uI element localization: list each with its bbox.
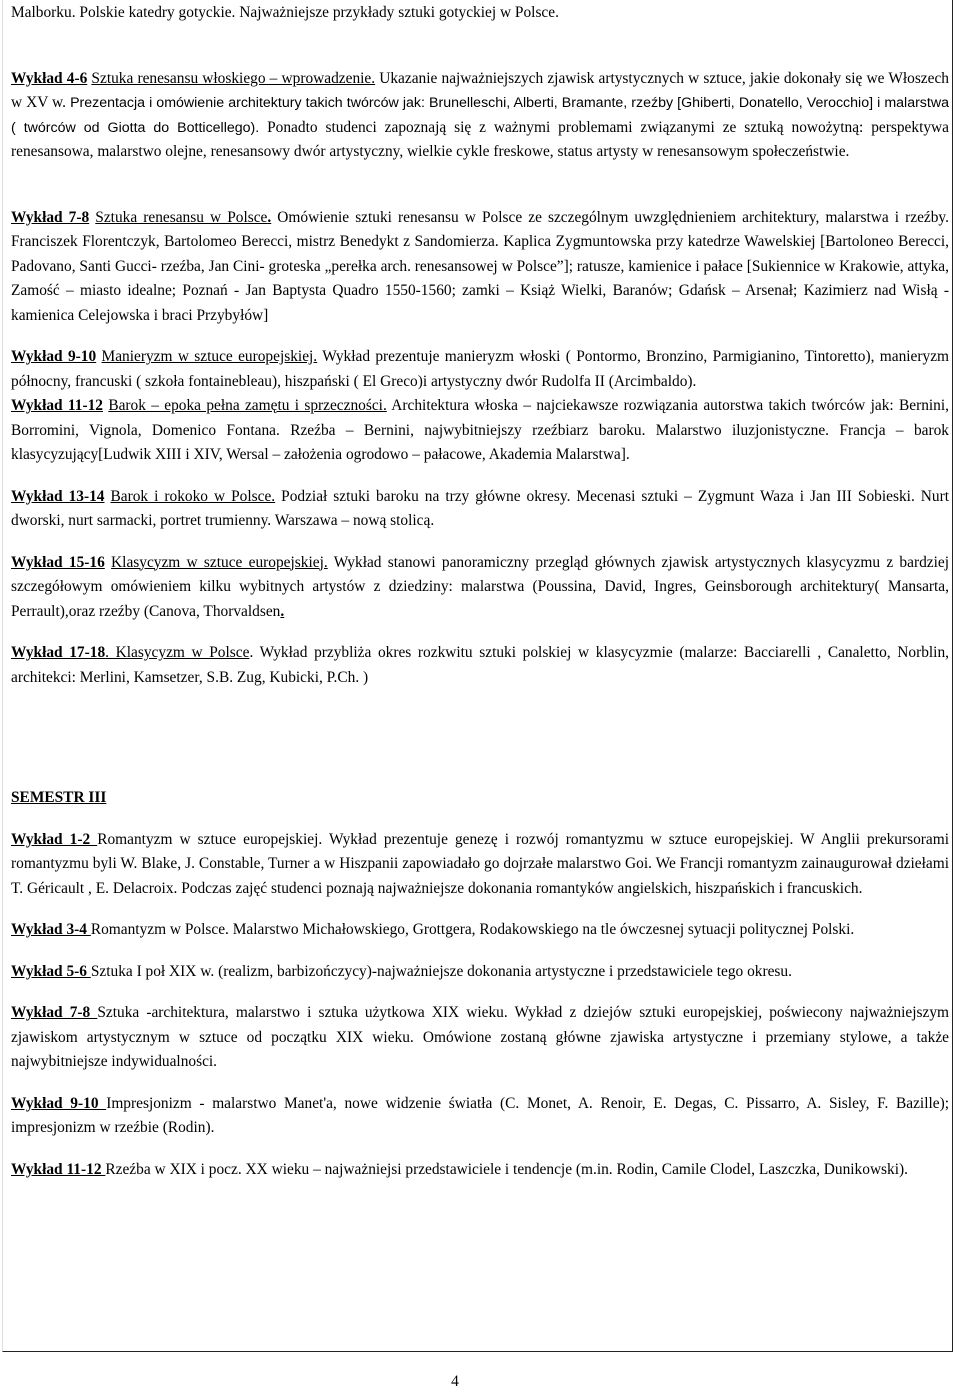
- spacer: [11, 943, 949, 960]
- lecture-title: . Klasycyzm w Polsce: [105, 644, 250, 661]
- lecture-15-16: [11, 551, 949, 625]
- lecture-text: Impresjonizm - malarstwo Manet'a, nowe widzenie światła (C. Monet, A. Renoir, E. Degas, C. Pissarro, A. Sisley, F. Bazille); impresjonizm w rzeźbie (Rodin).: [11, 1094, 949, 1136]
- lecture-text: Omówienie sztuki renesansu w Polsce ze szczególnym uwzględnieniem architektury, malarstwa i rzeźby. Franciszek Florentczyk, Bartolomeo Berecci, mistrz Benedykt z Sandomierza. Kaplica Zygmuntowska przy katedrze Wawelskiej [Bartoloneo Berecci, Padovano, Santi Gucci- rzeźba, Jan Cini- groteska „perełka arch. renesansowej w Polsce”]; ratusze, kamienice i pałace [Sukiennice w Krakowie, attyka, Zamość – miasto idealne; Poznań - Jan Baptysta Quadro 1550-1560; zamki – Książ Wielki, Baranów; Gdańsk – Arsenał; Kazimierz nad Wisłą - kamienica Celejowska i braci Przybyłów]: [11, 208, 949, 324]
- s3-lecture-5-6: [11, 960, 949, 985]
- lecture-title: Manieryzm w sztuce europejskiej.: [101, 348, 318, 365]
- lecture-label: Wykład 4-6: [11, 69, 88, 87]
- lecture-label: Wykład 9-10: [11, 1094, 107, 1112]
- lecture-label: Wykład 11-12: [11, 397, 103, 414]
- lecture-label: Wykład 13-14: [11, 487, 105, 505]
- spacer: [11, 165, 949, 189]
- lecture-label: Wykład 17-18: [11, 644, 106, 661]
- lecture-label: Wykład 5-6: [11, 962, 91, 980]
- s3-lecture-7-8: [11, 1001, 949, 1075]
- lecture-17-18: [11, 641, 949, 690]
- spacer: [11, 468, 949, 485]
- lecture-11-12: [11, 394, 949, 468]
- lecture-title: Sztuka renesansu w Polsce: [95, 208, 268, 226]
- lecture-label: Wykład 15-16: [11, 553, 105, 571]
- spacer: [11, 984, 949, 1001]
- semester-title: SEMESTR III: [11, 789, 107, 806]
- spacer: [11, 690, 949, 786]
- lecture-text: Ponadto studenci zapoznają się z ważnymi problemami związanymi ze sztuką nowożytną: perspektywa renesansowa, malarstwo olejne, renesansowy dwór artystyczny, wielkie cykle freskowe, status artysty w renesansowym społeczeństwie.: [11, 118, 949, 160]
- s3-lecture-9-10: [11, 1092, 949, 1141]
- lecture-text: Rzeźba w XIX i pocz. XX wieku – najważniejsi przedstawiciele i tendencje (m.in. Rodin, Camile Clodel, Laszczka, Dunikowski).: [105, 1160, 908, 1178]
- lecture-text: Architektura włoska – najciekawsze rozwiązania autorstwa takich twórców jak: Bernini, Borromini, Vignola, Domenico Fontana. Rzeźba – Bernini, najwybitniejszy rzeźbiarz baroku. Malarstwo iluzjonistyczne. Francja – barok klasycyzujący[Ludwik XIII i XIV, Wersal – założenia ogrodowo – pałacowe, Akademia Malarstwa].: [11, 397, 949, 463]
- spacer: [11, 534, 949, 551]
- lecture-title: Barok i rokoko w Polsce.: [110, 487, 276, 505]
- lecture-title: Barok – epoka pełna zamętu i sprzeczności.: [108, 397, 387, 414]
- lecture-9-10: [11, 345, 949, 394]
- spacer: [11, 26, 949, 50]
- lecture-13-14: [11, 485, 949, 534]
- s3-lecture-11-12: [11, 1158, 949, 1183]
- lecture-text: Sztuka I poł XIX w. (realizm, barbizończycy)-najważniejsze dokonania artystyczne i przedstawiciele tego okresu.: [90, 962, 792, 980]
- lecture-title: Klasycyzm w sztuce europejskiej.: [111, 553, 328, 571]
- spacer: [11, 328, 949, 345]
- lecture-text: Prezentacja i omówienie architektury takich twórców jak: Brunelleschi, Alberti, Bramante, rzeźby [Ghiberti, Donatello, Verocchio] i malarstwa ( twórców od Giotta do Botticellego).: [11, 95, 949, 136]
- s3-lecture-3-4: [11, 918, 949, 943]
- lecture-title-dot: .: [267, 208, 272, 226]
- lecture-text: Podział sztuki baroku na trzy główne okresy. Mecenasi sztuki – Zygmunt Waza i Jan III Sobieski. Nurt dworski, nurt sarmacki, portret trumienny. Warszawa – nową stolicą.: [11, 487, 949, 529]
- lecture-text: Ukazanie najważniejszych zjawisk artystycznych w sztuce, jakie dokonały się we Włoszech w XV w.: [11, 69, 950, 111]
- spacer: [11, 624, 949, 641]
- page-number: 4: [451, 1373, 459, 1390]
- lecture-text: Romantyzm w sztuce europejskiej. Wykład prezentuje genezę i rozwój romantyzmu w sztuce europejskiej. W Anglii prekursorami romantyzmu byli W. Blake, J. Constable, Turner a w Hiszpanii zapowiadało go dojrzałe malarstwo Goi. We Francji romantyzm zainaugurował dziełami T. Géricault , E. Delacroix. Podczas zajęć studenci poznają najważniejsze dokonania romantyków angielskich, hiszpańskich i francuskich.: [11, 830, 949, 897]
- lecture-label: Wykład 11-12: [11, 1160, 106, 1178]
- s3-lecture-1-2: [11, 828, 949, 902]
- lecture-text: Sztuka -architektura, malarstwo i sztuka użytkowa XIX wieku. Wykład z dziejów sztuki europejskiej, poświecony najważniejszym zjawiskom artystycznym w sztuce od początku XIX wieku. Omówione zostaną główne zjawiska artystyczne i przemiany stylowe, a także najwybitniejsze indywidualności.: [11, 1004, 949, 1070]
- spacer: [11, 1075, 949, 1092]
- spacer: [11, 189, 949, 206]
- lecture-label: Wykład 3-4: [11, 921, 91, 938]
- lecture-text: Romantyzm w Polsce. Malarstwo Michałowskiego, Grottgera, Rodakowskiego na tle ówczesnej sytuacji politycznej Polski.: [90, 921, 855, 938]
- spacer: [11, 1141, 949, 1158]
- lecture-title: Sztuka renesansu włoskiego – wprowadzenie.: [91, 69, 376, 87]
- lecture-end-dot: .: [280, 602, 285, 620]
- lecture-text: . Wykład przybliża okres rozkwitu sztuki polskiej w klasycyzmie (malarze: Bacciarelli , Canaletto, Norblin, architekci: Merlini, Kamsetzer, S.B. Zug, Kubicki, P.Ch. ): [11, 644, 949, 686]
- lecture-label: Wykład 7-8: [11, 208, 90, 226]
- lecture-label: Wykład 7-8: [11, 1004, 98, 1021]
- intro-text: Malborku. Polskie katedry gotyckie. Najważniejsze przykłady sztuki gotyckiej w Polsce.: [11, 4, 559, 21]
- lecture-label: Wykład 1-2: [11, 830, 98, 848]
- lecture-text: Wykład stanowi panoramiczny przegląd głównych zjawisk artystycznych klasycyzmu z bardziej szczegółowym omówieniem kilku wybitnych artystów z dziedziny: malarstwa (Poussina, David, Ingres, Geinsborough architektury( Mansarta, Perrault),oraz rzeźby (Canova, Thorvaldsen: [11, 553, 949, 620]
- semester-heading: [11, 786, 949, 811]
- lecture-text: Wykład prezentuje manieryzm włoski ( Pontormo, Bronzino, Parmigianino, Tintoretto), manieryzm północny, francuski ( szkoła fontainebleau), hiszpański ( El Greco)i artystyczny dwór Rudolfa II (Arcimbaldo).: [11, 348, 950, 390]
- spacer: [11, 811, 949, 828]
- lecture-4-6: [11, 67, 949, 165]
- spacer: [11, 50, 949, 67]
- intro-paragraph: [11, 1, 949, 26]
- document-body: [11, 1, 949, 1182]
- lecture-label: Wykład 9-10: [11, 348, 97, 365]
- spacer: [11, 901, 949, 918]
- lecture-7-8: [11, 206, 949, 329]
